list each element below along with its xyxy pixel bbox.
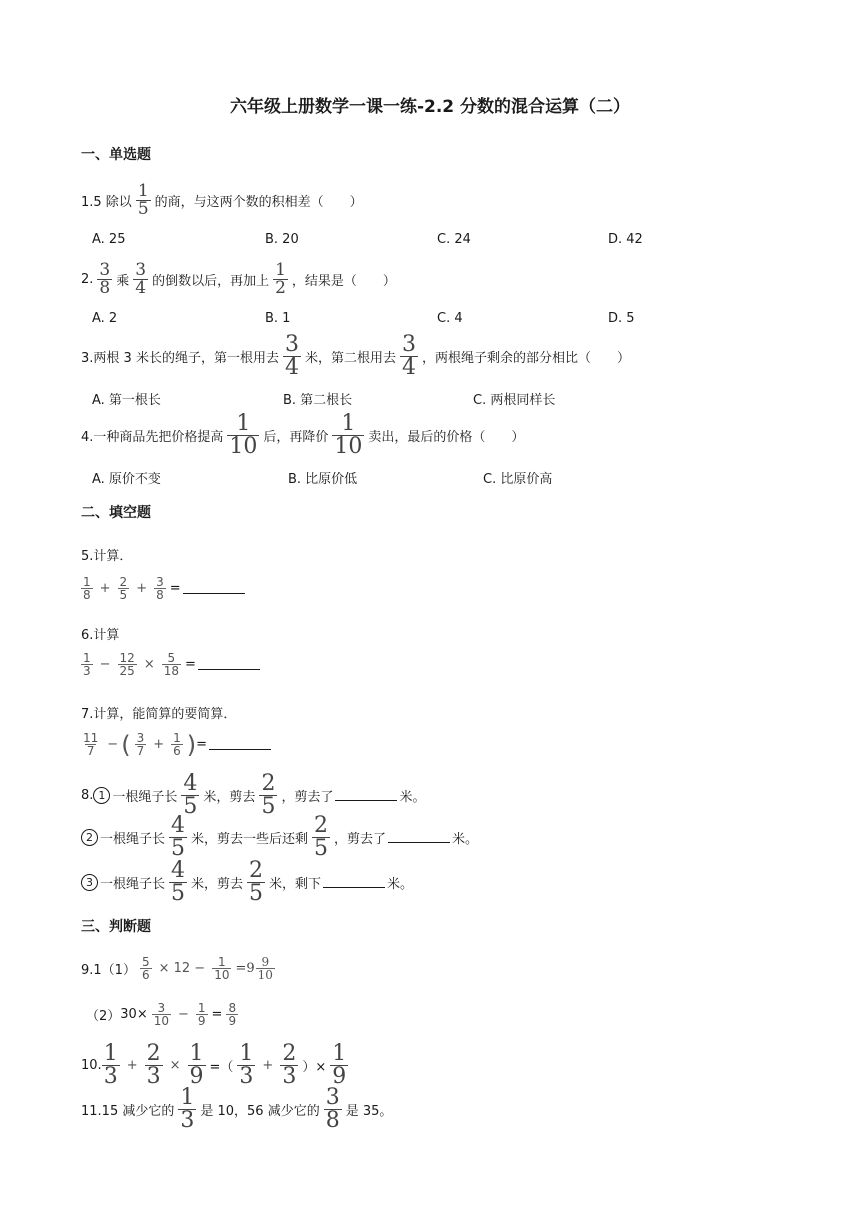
option-b[interactable]: B. 第二根长 [283, 393, 353, 408]
q8-text: 米，剪去 [191, 877, 244, 892]
q9-text: 30× [120, 1007, 148, 1022]
fraction: $\frac{1}{2}$ [275, 260, 286, 298]
question-9-part-2 [86, 1002, 242, 1027]
fraction: $\frac{3}{4}$ [135, 260, 147, 298]
section-heading-true-false: 三、判断题 [81, 919, 151, 935]
equals: =9 [235, 961, 255, 976]
fraction: $\frac{2}{5}$ [119, 575, 128, 602]
fraction: $\frac{1}{9}$ [197, 1001, 206, 1028]
option-c[interactable]: C. 4 [437, 311, 463, 326]
fraction: $\frac{12}{25}$ [119, 651, 135, 678]
question-11 [81, 1087, 392, 1132]
page-title: 六年级上册数学一课一练-2.2 分数的混合运算（二） [229, 97, 631, 117]
option-b[interactable]: B. 比原价低 [288, 472, 358, 487]
option-b[interactable]: B. 1 [265, 311, 291, 326]
q8-text: 米。 [399, 790, 426, 805]
q11-text: 11.15 减少它的 [81, 1104, 175, 1119]
operator: − [178, 1007, 189, 1022]
operator: + [262, 1058, 274, 1073]
q9-label: （2） [86, 1009, 121, 1024]
q1-options [92, 232, 772, 247]
fraction: $\frac{3}{8}$ [325, 1085, 340, 1133]
q8-text: 米，剪去一些后还剩 [191, 832, 309, 847]
fraction: $\frac{1}{9}$ [332, 1041, 347, 1089]
question-8-part-1 [81, 773, 425, 818]
equals: = [196, 737, 208, 752]
fraction: $\frac{1}{3}$ [180, 1085, 195, 1133]
q2-number: 2. [81, 272, 94, 287]
operator: + [136, 581, 148, 596]
equals: = [185, 657, 196, 672]
operator: × 12 − [158, 961, 206, 976]
q11-text: 是 10，56 减少它的 [200, 1104, 320, 1119]
fraction: $\frac{3}{8}$ [99, 260, 111, 298]
q11-text: 是 35。 [345, 1104, 393, 1119]
fraction: $\frac{2}{5}$ [261, 771, 276, 819]
fraction: $\frac{1}{10}$ [229, 411, 258, 459]
fraction: $\frac{2}{5}$ [249, 858, 264, 906]
fraction: $\frac{2}{5}$ [314, 813, 329, 861]
q8-text: ，剪去了 [281, 790, 334, 805]
close-paren-times: ）× [302, 1060, 327, 1075]
q8-text: 一根绳子长 [112, 790, 178, 805]
fraction: $\frac{11}{7}$ [83, 731, 99, 758]
option-d[interactable]: D. 5 [608, 311, 635, 326]
option-a[interactable]: A. 2 [92, 311, 118, 326]
fraction: $\frac{1}{3}$ [83, 651, 91, 678]
circled-number: 3 [81, 874, 98, 891]
fraction: $\frac{2}{3}$ [146, 1041, 161, 1089]
question-8-part-2 [81, 815, 478, 860]
q4-text: 卖出，最后的价格（ ） [368, 430, 525, 445]
option-a[interactable]: A. 第一根长 [92, 393, 161, 408]
question-8-part-3 [81, 860, 413, 905]
fraction: $\frac{3}{4}$ [401, 332, 416, 380]
option-c[interactable]: C. 两根同样长 [473, 393, 556, 408]
q4-options [92, 468, 772, 487]
answer-blank[interactable] [209, 739, 271, 750]
option-c[interactable]: C. 比原价高 [483, 472, 553, 487]
q2-text: ，结果是（ ） [291, 274, 396, 289]
fraction: $\frac{1}{3}$ [239, 1041, 254, 1089]
q8-text: ，剪去了 [334, 832, 387, 847]
option-d[interactable]: D. 42 [608, 232, 643, 247]
q4-text: 后，再降价 [263, 430, 329, 445]
answer-blank[interactable] [183, 583, 245, 594]
section-heading-single-choice: 一、单选题 [81, 147, 151, 163]
equals: = [211, 1007, 223, 1022]
question-5-expression [81, 576, 247, 601]
q8-number: 8. [81, 788, 94, 803]
q1-prefix: 1.5 除以 [81, 195, 132, 210]
q3-text: 米，第二根用去 [304, 351, 396, 366]
fraction: $\frac{9}{10}$ [257, 955, 273, 982]
left-paren: ( [121, 730, 131, 759]
fraction: $\frac{1}{3}$ [103, 1041, 118, 1089]
q8-text: 米，剩下 [269, 877, 322, 892]
operator: − [99, 657, 111, 672]
fraction: $\frac{4}{5}$ [171, 813, 186, 861]
q3-text: 3.两根 3 米长的绳子，第一根用去 [81, 351, 279, 366]
q2-text: 的倒数以后，再加上 [152, 274, 270, 289]
answer-blank[interactable] [335, 790, 397, 801]
fraction: $\frac{5}{6}$ [141, 955, 150, 982]
equals: = [169, 581, 181, 596]
operator: × [143, 657, 155, 672]
question-3 [81, 334, 630, 379]
question-2 [81, 262, 396, 297]
fraction: $\frac{1}{10}$ [334, 411, 363, 459]
fraction: $\frac{4}{5}$ [183, 771, 198, 819]
question-5-label: 5.计算． [81, 549, 133, 564]
option-a[interactable]: A. 25 [92, 232, 126, 247]
q2-text: 乘 [116, 274, 130, 289]
q4-text: 4.一种商品先把价格提高 [81, 430, 224, 445]
answer-blank[interactable] [323, 877, 385, 888]
fraction: $\frac{3}{8}$ [156, 575, 164, 602]
question-1 [81, 183, 363, 218]
operator: + [153, 737, 165, 752]
operator: + [99, 581, 111, 596]
fraction: $\frac{1}{9}$ [189, 1041, 204, 1089]
fraction: $\frac{4}{5}$ [171, 858, 186, 906]
answer-blank[interactable] [388, 832, 450, 843]
fraction: $\frac{2}{3}$ [282, 1041, 297, 1089]
operator: + [126, 1058, 138, 1073]
fraction: $\frac{1}{10}$ [214, 955, 230, 982]
circled-number: 1 [93, 787, 110, 804]
q8-text: 米，剪去 [203, 790, 256, 805]
q10-number: 10. [81, 1058, 102, 1073]
fraction: $\frac{1}{6}$ [173, 731, 181, 758]
operator: − [107, 737, 119, 752]
question-9-part-1 [81, 956, 279, 981]
fraction: $\frac{1}{5}$ [137, 181, 149, 219]
question-4 [81, 413, 524, 458]
q8-text: 一根绳子长 [100, 877, 166, 892]
operator: × [169, 1058, 181, 1073]
circled-number: 2 [81, 829, 98, 846]
right-paren: ) [186, 730, 197, 759]
q9-label: 9.1（1） [81, 963, 136, 978]
fraction: $\frac{1}{8}$ [83, 575, 91, 602]
option-c[interactable]: C. 24 [437, 232, 471, 247]
question-10 [81, 1043, 352, 1088]
option-b[interactable]: B. 20 [265, 232, 299, 247]
q3-text: ，两根绳子剩余的部分相比（ ） [421, 351, 630, 366]
equals: =（ [209, 1060, 234, 1075]
q8-text: 一根绳子长 [100, 832, 166, 847]
section-heading-fill-in: 二、填空题 [81, 505, 151, 521]
fraction: $\frac{5}{18}$ [163, 651, 180, 678]
question-6-label: 6.计算 [81, 628, 120, 643]
q3-options [92, 389, 772, 408]
q1-suffix: 的商，与这两个数的积相差（ ） [154, 195, 363, 210]
fraction: $\frac{8}{9}$ [228, 1001, 237, 1028]
fraction: $\frac{3}{7}$ [136, 731, 145, 758]
fraction: $\frac{3}{4}$ [284, 332, 299, 380]
q8-text: 米。 [387, 877, 414, 892]
fraction: $\frac{3}{10}$ [153, 1001, 169, 1028]
question-6-expression [81, 652, 262, 677]
option-a[interactable]: A. 原价不变 [92, 472, 161, 487]
question-7-expression [81, 732, 273, 757]
q2-options [92, 311, 772, 326]
answer-blank[interactable] [198, 659, 260, 670]
q8-text: 米。 [452, 832, 479, 847]
mixed-number [235, 956, 278, 981]
question-7-label: 7.计算，能简算的要简算． [81, 707, 237, 722]
